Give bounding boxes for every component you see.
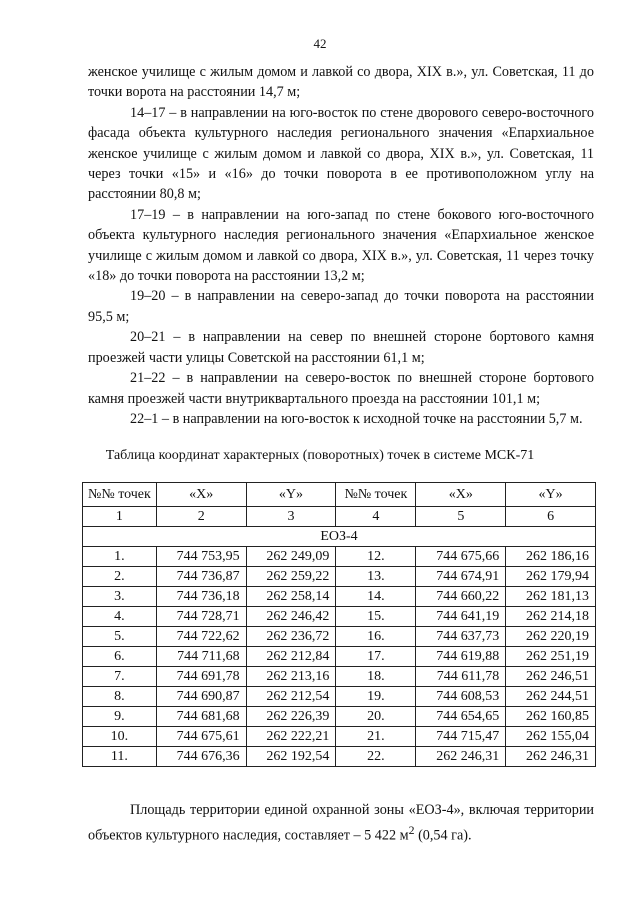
table-cell: 262 160,85 (506, 707, 596, 727)
table-row (83, 607, 596, 627)
column-number: 6 (506, 507, 596, 527)
table-header-row (83, 483, 596, 507)
table-cell: 744 637,73 (416, 627, 506, 647)
table-row (83, 627, 596, 647)
paragraph: женское училище с жилым домом и лавкой со двора, XIX в.», ул. Советская, 11 до точки ворота на расстоянии 14,7 м; (88, 64, 594, 101)
area-text: Площадь территории единой охранной зоны «ЕОЗ-4», включая территории объектов культурного наследия, составляет – 5 422 м (88, 802, 594, 845)
table-cell: 2. (83, 567, 157, 587)
column-header-y: «Y» (246, 483, 336, 507)
paragraph: 14–17 – в направлении на юго-восток по стене дворового северо-восточного фасада объекта культурного наследия регионального значения «Епархиальное женское училище с жилым домом и лавкой со двора, XIX в.», ул. Советская, 11 через точки «15» и «16» до точки поворота в ее противоположном углу на расстоянии 80,8 м; (88, 104, 594, 203)
table-cell: 262 244,51 (506, 687, 596, 707)
column-header-y: «Y» (506, 483, 596, 507)
table-cell: 744 753,95 (156, 547, 246, 567)
column-number: 4 (336, 507, 416, 527)
table-row (83, 547, 596, 567)
table-cell: 262 155,04 (506, 727, 596, 747)
page-number: 42 (313, 36, 327, 51)
table-cell: 744 654,65 (416, 707, 506, 727)
table-cell: 262 222,21 (246, 727, 336, 747)
table-cell: 8. (83, 687, 157, 707)
column-number: 3 (246, 507, 336, 527)
table-cell: 17. (336, 647, 416, 667)
table-cell: 15. (336, 607, 416, 627)
table-cell: 7. (83, 667, 157, 687)
table-cell: 262 246,42 (246, 607, 336, 627)
table-cell: 262 192,54 (246, 747, 336, 767)
column-header-x: «X» (156, 483, 246, 507)
table-row (83, 587, 596, 607)
table-cell: 744 722,62 (156, 627, 246, 647)
table-row (83, 727, 596, 747)
column-number: 2 (156, 507, 246, 527)
table-cell: 3. (83, 587, 157, 607)
table-row (83, 647, 596, 667)
table-cell: 5. (83, 627, 157, 647)
table-cell: 262 246,31 (506, 747, 596, 767)
table-body (83, 547, 596, 767)
table-cell: 744 691,78 (156, 667, 246, 687)
area-statement (88, 800, 594, 847)
table-cell: 744 711,68 (156, 647, 246, 667)
table-cell: 16. (336, 627, 416, 647)
table-cell: 19. (336, 687, 416, 707)
table-cell: 744 676,36 (156, 747, 246, 767)
table-cell: 262 179,94 (506, 567, 596, 587)
table-cell: 744 675,66 (416, 547, 506, 567)
table-cell: 22. (336, 747, 416, 767)
column-header-x: «X» (416, 483, 506, 507)
table-cell: 744 736,18 (156, 587, 246, 607)
column-number: 5 (416, 507, 506, 527)
table-cell: 14. (336, 587, 416, 607)
table-cell: 744 611,78 (416, 667, 506, 687)
table-cell: 10. (83, 727, 157, 747)
table-row (83, 687, 596, 707)
table-cell: 262 259,22 (246, 567, 336, 587)
table-cell: 262 236,72 (246, 627, 336, 647)
boundary-description (88, 62, 594, 429)
table-row (83, 667, 596, 687)
column-header-point-number: №№ точек (336, 483, 416, 507)
table-cell: 262 213,16 (246, 667, 336, 687)
paragraph: 21–22 – в направлении на северо-восток по внешней стороне бортового камня проезжей части внутриквартального проезда на расстоянии 101,1 м; (88, 370, 594, 407)
table-cell: 744 660,22 (416, 587, 506, 607)
zone-label-row (83, 527, 596, 547)
table-cell: 744 715,47 (416, 727, 506, 747)
column-number: 1 (83, 507, 157, 527)
table-row (83, 747, 596, 767)
table-cell: 262 212,54 (246, 687, 336, 707)
table-cell: 744 674,91 (416, 567, 506, 587)
column-header-point-number: №№ точек (83, 483, 157, 507)
table-cell: 744 736,87 (156, 567, 246, 587)
table-cell: 262 251,19 (506, 647, 596, 667)
area-text-end: (0,54 га). (414, 828, 472, 845)
table-cell: 744 641,19 (416, 607, 506, 627)
paragraph: 17–19 – в направлении на юго-запад по стене бокового юго-восточного объекта культурного наследия регионального значения «Епархиальное женское училище с жилым домом и лавкой со двора, XIX в.», ул. Советская, 11 через точку «18» до точки поворота на расстоянии 13,2 м; (88, 206, 594, 285)
table-cell: 262 181,13 (506, 587, 596, 607)
table-cell: 744 681,68 (156, 707, 246, 727)
table-cell: 262 246,51 (506, 667, 596, 687)
table-cell: 18. (336, 667, 416, 687)
table-row (83, 567, 596, 587)
table-cell: 6. (83, 647, 157, 667)
table-cell: 744 619,88 (416, 647, 506, 667)
table-cell: 262 186,16 (506, 547, 596, 567)
table-cell: 13. (336, 567, 416, 587)
table-cell: 21. (336, 727, 416, 747)
table-cell: 262 212,84 (246, 647, 336, 667)
table-cell: 262 258,14 (246, 587, 336, 607)
paragraph: 19–20 – в направлении на северо-запад до точки поворота на расстоянии 95,5 м; (88, 288, 594, 325)
column-number-row (83, 507, 596, 527)
table-cell: 12. (336, 547, 416, 567)
table-cell: 9. (83, 707, 157, 727)
paragraph: 22–1 – в направлении на юго-восток к исходной точке на расстоянии 5,7 м. (130, 410, 583, 427)
table-cell: 4. (83, 607, 157, 627)
table-cell: 1. (83, 547, 157, 567)
table-cell: 744 608,53 (416, 687, 506, 707)
area-unit-superscript: 2 (408, 823, 415, 838)
area-paragraph (88, 800, 594, 847)
table-cell: 744 728,71 (156, 607, 246, 627)
table-cell: 262 220,19 (506, 627, 596, 647)
table-cell: 262 249,09 (246, 547, 336, 567)
zone-label: ЕОЗ-4 (83, 527, 596, 547)
table-cell: 262 246,31 (416, 747, 506, 767)
table-cell: 744 675,61 (156, 727, 246, 747)
table-cell: 262 214,18 (506, 607, 596, 627)
table-cell: 11. (83, 747, 157, 767)
table-cell: 20. (336, 707, 416, 727)
table-cell: 744 690,87 (156, 687, 246, 707)
table-cell: 262 226,39 (246, 707, 336, 727)
paragraph: 20–21 – в направлении на север по внешней стороне бортового камня проезжей части улицы Советской на расстоянии 61,1 м; (88, 329, 594, 366)
table-row (83, 707, 596, 727)
table-title: Таблица координат характерных (поворотных) точек в системе МСК-71 (105, 448, 535, 463)
coordinates-table (82, 482, 596, 767)
